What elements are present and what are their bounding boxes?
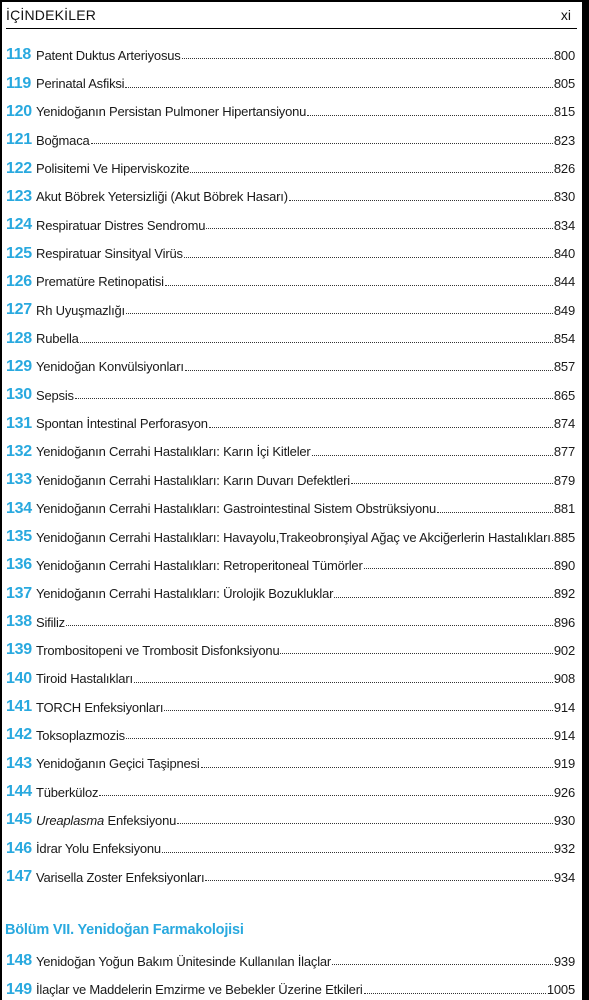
chapter-number: 147 xyxy=(6,868,32,886)
toc-entry[interactable] xyxy=(2,721,582,749)
chapter-title: Yenidoğan Yoğun Bakım Ünitesinde Kullanılan İlaçlar xyxy=(36,953,332,969)
chapter-number: 128 xyxy=(6,329,32,347)
dot-leader xyxy=(177,823,553,824)
dot-leader xyxy=(126,738,553,739)
dot-leader xyxy=(205,880,553,881)
toc-entry[interactable] xyxy=(2,438,582,466)
chapter-page-number: 881 xyxy=(553,501,575,517)
chapter-page-number: 934 xyxy=(553,869,575,885)
chapter-page-number: 849 xyxy=(553,302,575,318)
chapter-page-number: 830 xyxy=(553,189,575,205)
dot-leader xyxy=(364,568,553,569)
chapter-number: 131 xyxy=(6,414,32,432)
chapter-number: 143 xyxy=(6,754,32,772)
toc-entry[interactable] xyxy=(2,268,582,296)
toc-entry[interactable] xyxy=(2,41,582,69)
chapter-title: Yenidoğanın Cerrahi Hastalıkları: Havayolu,Trakeobronşiyal Ağaç ve Akciğerlerin Hastalıkları xyxy=(36,529,551,545)
chapter-page-number: 885 xyxy=(553,529,575,545)
chapter-title: TORCH Enfeksiyonları xyxy=(36,699,164,715)
chapter-title: Rubella xyxy=(36,331,79,347)
chapter-title: Boğmaca xyxy=(36,132,90,148)
dot-leader xyxy=(99,795,553,796)
toc-entry[interactable] xyxy=(2,183,582,211)
chapter-title: Sepsis xyxy=(36,387,74,403)
chapter-page-number: 902 xyxy=(553,642,575,658)
chapter-number: 132 xyxy=(6,442,32,460)
chapter-title: İdrar Yolu Enfeksiyonu xyxy=(36,841,161,857)
dot-leader xyxy=(75,398,553,399)
dot-leader xyxy=(209,427,553,428)
chapter-title: Rh Uyuşmazlığı xyxy=(36,302,125,318)
chapter-number: 145 xyxy=(6,811,32,829)
dot-leader xyxy=(134,682,553,683)
toc-entry[interactable] xyxy=(2,353,582,381)
page-header xyxy=(6,2,577,29)
chapter-number: 137 xyxy=(6,584,32,602)
chapter-title-rest: Enfeksiyonu xyxy=(104,812,177,828)
toc-entry[interactable] xyxy=(2,495,582,523)
toc-entry[interactable] xyxy=(2,126,582,154)
chapter-title: Varisella Zoster Enfeksiyonları xyxy=(36,869,205,885)
chapter-number: 142 xyxy=(6,726,32,744)
chapter-number: 138 xyxy=(6,613,32,631)
dot-leader xyxy=(164,710,553,711)
chapter-number: 121 xyxy=(6,131,32,149)
toc-entry[interactable] xyxy=(2,381,582,409)
chapter-title: Yenidoğan Konvülsiyonları xyxy=(36,359,184,375)
toc-entry[interactable] xyxy=(2,947,582,975)
toc-entry[interactable] xyxy=(2,98,582,126)
chapter-page-number: 890 xyxy=(553,557,575,573)
chapter-number: 133 xyxy=(6,471,32,489)
chapter-number: 134 xyxy=(6,499,32,517)
dot-leader xyxy=(280,653,552,654)
chapter-page-number: 892 xyxy=(553,586,575,602)
chapter-number: 149 xyxy=(6,980,32,998)
toc-entry[interactable] xyxy=(2,296,582,324)
chapter-number: 124 xyxy=(6,216,32,234)
toc-entry[interactable] xyxy=(2,69,582,97)
chapter-number: 127 xyxy=(6,301,32,319)
dot-leader xyxy=(190,172,553,173)
chapter-number: 141 xyxy=(6,698,32,716)
chapter-page-number: 1005 xyxy=(546,982,575,998)
dot-leader xyxy=(332,964,553,965)
toc-entry[interactable] xyxy=(2,863,582,891)
chapter-title: Akut Böbrek Yetersizliği (Akut Böbrek Hasarı) xyxy=(36,189,288,205)
chapter-title: Prematüre Retinopatisi xyxy=(36,274,164,290)
toc-entry[interactable] xyxy=(2,551,582,579)
chapter-page-number: 800 xyxy=(553,47,575,63)
dot-leader xyxy=(125,87,553,88)
chapter-number: 122 xyxy=(6,159,32,177)
chapter-page-number: 919 xyxy=(553,756,575,772)
dot-leader xyxy=(307,115,553,116)
chapter-title: Tiroid Hastalıkları xyxy=(36,671,133,687)
dot-leader xyxy=(201,767,553,768)
page-title: İÇİNDEKİLER xyxy=(6,7,97,23)
chapter-number: 140 xyxy=(6,669,32,687)
chapter-page-number: 914 xyxy=(553,727,575,743)
chapter-title: Spontan İntestinal Perforasyon xyxy=(36,416,208,432)
chapter-page-number: 874 xyxy=(553,416,575,432)
dot-leader xyxy=(165,285,553,286)
chapter-page-number: 857 xyxy=(553,359,575,375)
chapter-title: Yenidoğanın Persistan Pulmoner Hipertansiyonu xyxy=(36,104,307,120)
chapter-title: Yenidoğanın Cerrahi Hastalıkları: Karın İçi Kitleler xyxy=(36,444,311,460)
toc-entry[interactable] xyxy=(2,324,582,352)
dot-leader xyxy=(289,200,553,201)
dot-leader xyxy=(80,342,553,343)
chapter-number: 139 xyxy=(6,641,32,659)
dot-leader xyxy=(334,597,553,598)
chapter-number: 118 xyxy=(6,46,31,64)
toc-entry[interactable] xyxy=(2,665,582,693)
dot-leader xyxy=(162,852,553,853)
chapter-number: 136 xyxy=(6,556,32,574)
toc-entry[interactable] xyxy=(2,835,582,863)
chapter-title: Trombositopeni ve Trombosit Disfonksiyonu xyxy=(36,642,280,658)
toc-entry[interactable] xyxy=(2,806,582,834)
chapter-page-number: 805 xyxy=(553,76,575,92)
chapter-title: Respiratuar Distres Sendromu xyxy=(36,217,206,233)
dot-leader xyxy=(185,370,553,371)
chapter-page-number: 908 xyxy=(553,671,575,687)
chapter-number: 130 xyxy=(6,386,32,404)
chapter-title: Patent Duktus Arteriyosus xyxy=(36,47,181,63)
toc-entry[interactable] xyxy=(2,693,582,721)
chapter-title: Yenidoğanın Geçici Taşipnesi xyxy=(36,756,200,772)
chapter-page-number: 865 xyxy=(553,387,575,403)
chapter-page-number: 932 xyxy=(553,841,575,857)
toc-entry[interactable] xyxy=(2,778,582,806)
chapter-page-number: 896 xyxy=(553,614,575,630)
chapter-number: 119 xyxy=(6,74,31,92)
chapter-page-number: 834 xyxy=(553,217,575,233)
section-heading: Bölüm VII. Yenidoğan Farmakolojisi xyxy=(5,922,244,938)
toc-entry[interactable] xyxy=(2,608,582,636)
dot-leader xyxy=(552,540,553,541)
chapter-number: 135 xyxy=(6,528,32,546)
dot-leader xyxy=(437,512,553,513)
chapter-number: 148 xyxy=(6,952,32,970)
chapter-title: İlaçlar ve Maddelerin Emzirme ve Bebekler Üzerine Etkileri xyxy=(36,982,363,998)
chapter-title: Yenidoğanın Cerrahi Hastalıkları: Gastrointestinal Sistem Obstrüksiyonu xyxy=(36,501,437,517)
chapter-page-number: 815 xyxy=(553,104,575,120)
dot-leader xyxy=(351,483,553,484)
chapter-page-number: 844 xyxy=(553,274,575,290)
toc-entry[interactable] xyxy=(2,975,582,1000)
chapter-number: 123 xyxy=(6,187,32,205)
section-toc-list xyxy=(2,947,582,1000)
chapter-page-number: 823 xyxy=(553,132,575,148)
toc-page xyxy=(2,2,582,1000)
dot-leader xyxy=(66,625,553,626)
page-edge-rule xyxy=(582,0,589,1000)
chapter-title: Polisitemi Ve Hiperviskozite xyxy=(36,161,190,177)
toc-entry[interactable] xyxy=(2,466,582,494)
dot-leader xyxy=(91,143,553,144)
toc-entry[interactable] xyxy=(2,409,582,437)
toc-list xyxy=(2,41,582,891)
chapter-number: 129 xyxy=(6,357,32,375)
chapter-title: Yenidoğanın Cerrahi Hastalıkları: Retroperitoneal Tümörler xyxy=(36,557,363,573)
chapter-number: 126 xyxy=(6,272,32,290)
dot-leader xyxy=(312,455,553,456)
chapter-number: 120 xyxy=(6,102,32,120)
chapter-page-number: 826 xyxy=(553,161,575,177)
dot-leader xyxy=(126,313,553,314)
toc-entry[interactable] xyxy=(2,580,582,608)
chapter-page-number: 926 xyxy=(553,784,575,800)
toc-entry[interactable] xyxy=(2,154,582,182)
chapter-number: 146 xyxy=(6,839,32,857)
toc-entry[interactable] xyxy=(2,750,582,778)
dot-leader xyxy=(206,228,553,229)
chapter-title xyxy=(36,814,176,827)
chapter-title: Sifiliz xyxy=(36,614,65,630)
chapter-page-number: 914 xyxy=(553,699,575,715)
chapter-title: Perinatal Asfiksi xyxy=(36,76,125,92)
chapter-page-number: 877 xyxy=(553,444,575,460)
chapter-page-number: 930 xyxy=(553,812,575,828)
chapter-page-number: 939 xyxy=(553,953,575,969)
chapter-page-number: 879 xyxy=(553,472,575,488)
toc-entry[interactable] xyxy=(2,523,582,551)
toc-entry[interactable] xyxy=(2,239,582,267)
chapter-page-number: 854 xyxy=(553,331,575,347)
dot-leader xyxy=(182,58,553,59)
chapter-number: 125 xyxy=(6,244,32,262)
dot-leader xyxy=(184,257,553,258)
page-number: xi xyxy=(560,7,571,23)
chapter-title: Yenidoğanın Cerrahi Hastalıkları: Ürolojik Bozukluklar xyxy=(36,586,334,602)
chapter-title: Tüberküloz xyxy=(36,784,99,800)
chapter-number: 144 xyxy=(6,783,32,801)
toc-entry[interactable] xyxy=(2,211,582,239)
chapter-title-italic: Ureaplasma xyxy=(36,812,105,828)
chapter-page-number: 840 xyxy=(553,246,575,262)
chapter-title: Respiratuar Sinsityal Virüs xyxy=(36,246,183,262)
toc-entry[interactable] xyxy=(2,636,582,664)
chapter-title: Toksoplazmozis xyxy=(36,727,125,743)
dot-leader xyxy=(364,993,546,994)
chapter-title: Yenidoğanın Cerrahi Hastalıkları: Karın Duvarı Defektleri xyxy=(36,472,351,488)
